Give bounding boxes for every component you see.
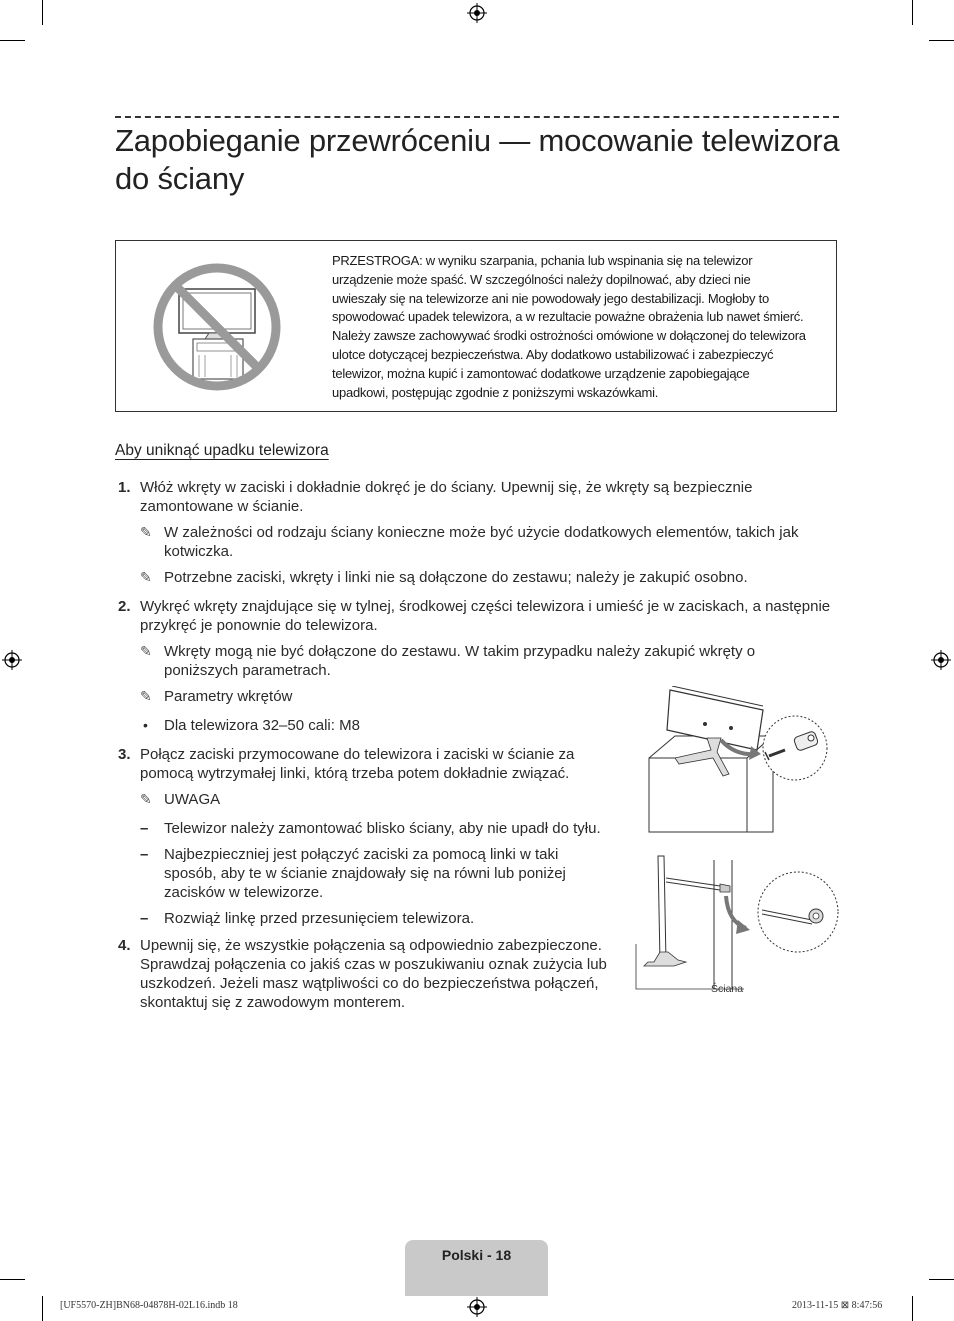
crop-mark: [42, 1296, 43, 1321]
step-number: 1.: [118, 479, 131, 496]
page-title: Zapobieganie przewróceniu — mocowanie telewizora do ściany: [115, 123, 840, 196]
dash-mark: –: [140, 846, 149, 863]
dash-text: Najbezpieczniej jest połączyć zaciski za pomocą linki w taki sposób, aby te w ścianie znajdowały się na równi lub poniżej zacisków w telewizorze.: [164, 846, 566, 901]
note-label: UWAGA: [164, 791, 221, 808]
dash-mark: –: [140, 820, 149, 837]
step-number: 4.: [118, 937, 131, 954]
registration-mark-icon: [467, 1297, 487, 1317]
crop-mark: [929, 1279, 954, 1280]
section-heading: Aby uniknąć upadku telewizora: [115, 442, 329, 459]
step-number: 3.: [118, 746, 131, 763]
step-text: Połącz zaciski przymocowane do telewizora i zaciski w ścianie za pomocą wytrzymałej linki, którą trzeba potem dokładnie związać.: [140, 746, 575, 782]
step-text: Włóż wkręty w zaciski i dokładnie dokręć je do ściany. Upewnij się, że wkręty są bezpiecznie zamontowane w ścianie.: [140, 479, 753, 515]
crop-mark: [912, 0, 913, 25]
caution-text: PRZESTROGA: w wyniku szarpania, pchania lub wspinania się na telewizor urządzenie może spaść. W szczególności należy dopilnować, aby dzieci nie uwieszały się na telewizorze ani nie powodowały jego destabilizacji. Mogłoby to spowodować upadek telewizora, a w rezultacie poważne obrażenia lub nawet śmierć. Należy zawsze zachowywać środki ostrożności omówione w dołączonej do telewizora ulotce dotyczącej bezpieczeństwa. Aby dodatkowo ustabilizować i zabezpieczyć telewizor, można kupić i zamontować dodatkowe urządzenie zapobiegające upadkowi, postępując zgodnie z poniższymi wskazówkami.: [332, 253, 806, 400]
bullet-text: Dla telewizora 32–50 cali: M8: [164, 717, 360, 734]
title-divider: [115, 116, 839, 118]
wall-label: Ściana: [711, 983, 744, 995]
note-icon: ✎: [140, 643, 152, 659]
note-text: Potrzebne zaciski, wkręty i linki nie są dołączone do zestawu; należy je zakupić osobno.: [164, 569, 748, 586]
crop-mark: [42, 0, 43, 25]
tv-wall-cable-illustration: [634, 852, 844, 1002]
caution-box: [115, 240, 837, 412]
step-number: 2.: [118, 598, 131, 615]
dash-text: Telewizor należy zamontować blisko ściany, aby nie upadł do tyłu.: [164, 820, 601, 837]
tv-clamp-illustration: [645, 686, 845, 836]
note-text: W zależności od rodzaju ściany konieczne może być użycie dodatkowych elementów, takich jak kotwiczka.: [164, 524, 799, 560]
crop-mark: [0, 1279, 25, 1280]
crop-mark: [912, 1296, 913, 1321]
note-text: Wkręty mogą nie być dołączone do zestawu. W takim przypadku należy zakupić wkręty o poniższych parametrach.: [164, 643, 756, 679]
bullet-mark: •: [143, 717, 148, 733]
step-text: Upewnij się, że wszystkie połączenia są odpowiednio zabezpieczone. Sprawdzaj połączenia co jakiś czas w poszukiwaniu oznak zużycia lub uszkodzeń. Jeżeli masz wątpliwości co do bezpieczeństwa połączeń, skontaktuj się z zawodowym monterem.: [140, 937, 607, 1011]
dash-mark: –: [140, 910, 149, 927]
note-icon: ✎: [140, 688, 152, 704]
registration-mark-icon: [2, 650, 22, 670]
no-climbing-warning-icon: [151, 261, 283, 393]
crop-mark: [929, 40, 954, 41]
registration-mark-icon: [931, 650, 951, 670]
note-text: Parametry wkrętów: [164, 688, 293, 705]
registration-mark-icon: [467, 3, 487, 23]
print-slug-file: [UF5570-ZH]BN68-04878H-02L16.indb 18: [60, 1300, 238, 1311]
note-icon: ✎: [140, 791, 152, 807]
note-icon: ✎: [140, 524, 152, 540]
step-text: Wykręć wkręty znajdujące się w tylnej, środkowej części telewizora i umieść je w zaciskach, a następnie przykręć je ponownie do telewizora.: [140, 598, 831, 634]
dash-text: Rozwiąż linkę przed przesunięciem telewizora.: [164, 910, 475, 927]
print-slug-date: 2013-11-15 ⊠ 8:47:56: [792, 1300, 883, 1311]
crop-mark: [0, 40, 25, 41]
page-number: Polski - 18: [441, 1247, 512, 1263]
note-icon: ✎: [140, 569, 152, 585]
